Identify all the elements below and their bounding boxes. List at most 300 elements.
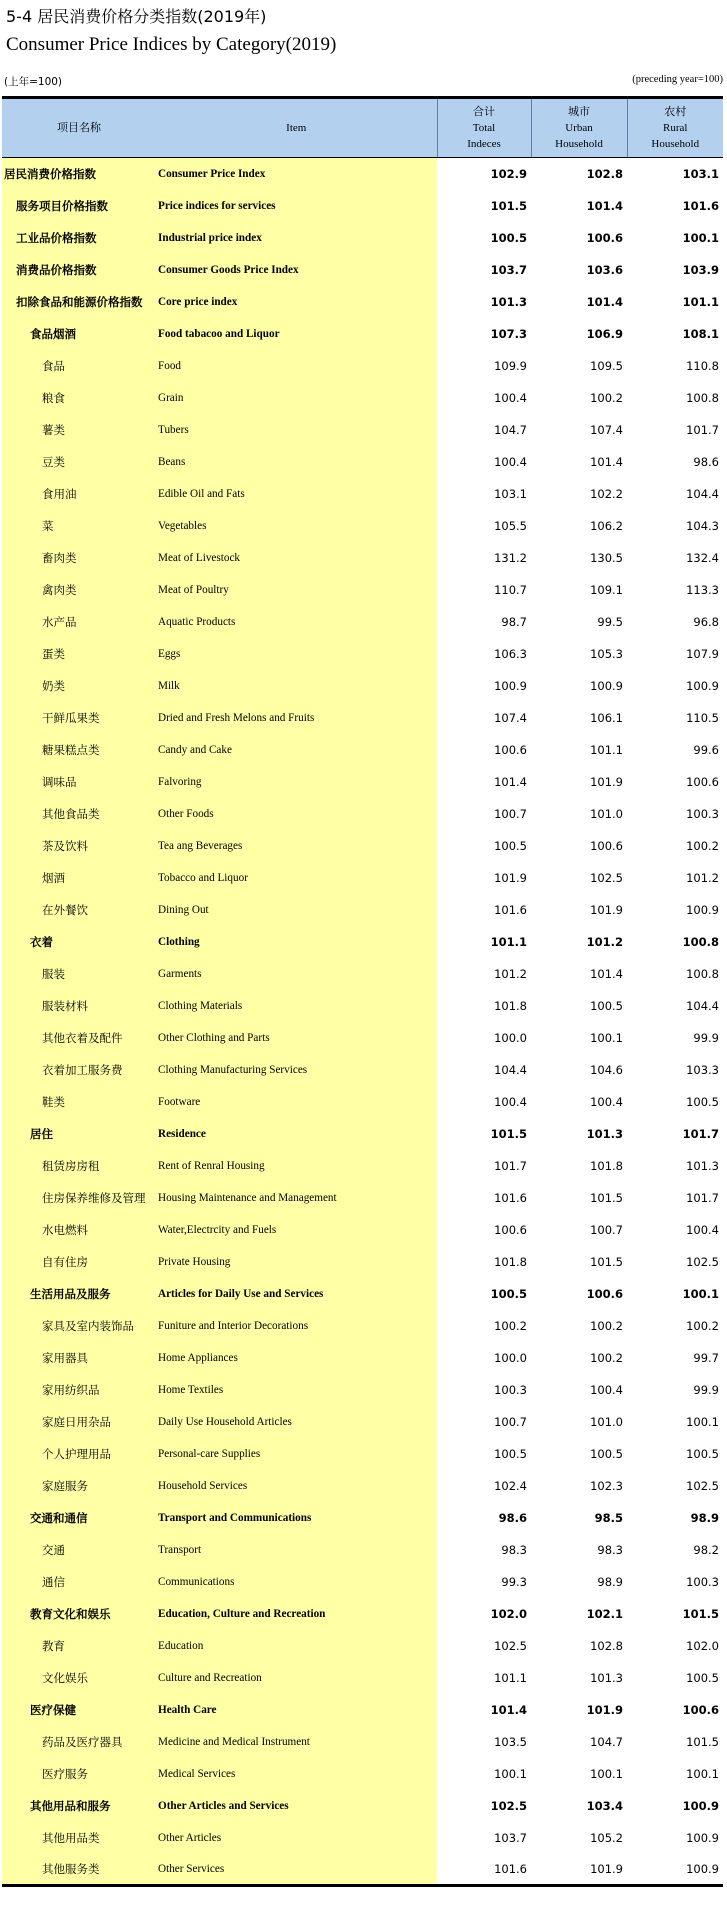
header-urban-en2: Household: [555, 138, 603, 150]
rural-index-cell: 100.8: [682, 934, 719, 949]
rural-index-cell: 110.8: [686, 358, 719, 373]
table-title-chinese: 5-4 居民消费价格分类指数(2019年): [6, 7, 267, 26]
table-row: [2, 158, 723, 190]
table-row: [2, 1598, 723, 1630]
total-index-cell: 100.2: [494, 1318, 527, 1333]
total-index-cell: 100.5: [490, 230, 527, 245]
item-name-cn: 家用纺织品: [2, 1374, 156, 1406]
item-name-cn: 衣着加工服务费: [2, 1054, 156, 1086]
table-title-english: Consumer Price Indices by Category(2019): [6, 34, 337, 55]
total-index-cell: 99.3: [501, 1574, 527, 1589]
urban-index-cell: 101.5: [590, 1254, 623, 1269]
header-item-cn: 项目名称: [2, 98, 156, 158]
item-name-cn: 鞋类: [2, 1086, 156, 1118]
rural-index-cell: 101.6: [682, 198, 719, 213]
item-name-en: Edible Oil and Fats: [156, 478, 437, 510]
table-row: [2, 510, 723, 542]
item-name-cn: 服装: [2, 958, 156, 990]
table-row: [2, 1310, 723, 1342]
item-name-en: Clothing Manufacturing Services: [156, 1054, 437, 1086]
urban-index-cell: 105.3: [590, 646, 623, 661]
rural-index-cell: 100.5: [686, 1670, 719, 1685]
total-index-cell: 101.1: [490, 934, 527, 949]
rural-index-cell: 100.6: [686, 774, 719, 789]
urban-index-cell: 102.8: [586, 166, 623, 181]
total-index-cell: 106.3: [494, 646, 527, 661]
table-row: [2, 702, 723, 734]
item-name-en: Articles for Daily Use and Services: [156, 1278, 437, 1310]
rural-index-cell: 102.5: [686, 1478, 719, 1493]
urban-index-cell: 106.9: [586, 326, 623, 341]
item-name-cn: 豆类: [2, 446, 156, 478]
item-name-en: Other Articles and Services: [156, 1790, 437, 1822]
urban-index-cell: 100.1: [590, 1766, 623, 1781]
table-row: [2, 990, 723, 1022]
header-urban: [531, 98, 627, 158]
item-name-cn: 文化娱乐: [2, 1662, 156, 1694]
item-name-cn: 调味品: [2, 766, 156, 798]
item-name-cn: 禽肉类: [2, 574, 156, 606]
rural-index-cell: 100.2: [686, 838, 719, 853]
urban-index-cell: 101.4: [590, 966, 623, 981]
table-row: [2, 1854, 723, 1886]
item-name-cn: 其他用品和服务: [2, 1790, 156, 1822]
total-index-cell: 100.4: [494, 454, 527, 469]
item-name-en: Food tabacoo and Liquor: [156, 318, 437, 350]
table-row: [2, 1214, 723, 1246]
item-name-cn: 交通和通信: [2, 1502, 156, 1534]
urban-index-cell: 100.6: [586, 230, 623, 245]
item-name-cn: 其他服务类: [2, 1854, 156, 1886]
item-name-en: Beans: [156, 446, 437, 478]
item-name-en: Meat of Livestock: [156, 542, 437, 574]
item-name-en: Candy and Cake: [156, 734, 437, 766]
rural-index-cell: 99.6: [693, 742, 719, 757]
item-name-cn: 服装材料: [2, 990, 156, 1022]
urban-index-cell: 101.4: [590, 454, 623, 469]
urban-index-cell: 101.8: [590, 1158, 623, 1173]
total-index-cell: 101.8: [494, 998, 527, 1013]
urban-index-cell: 101.4: [586, 294, 623, 309]
table-row: [2, 382, 723, 414]
urban-index-cell: 105.2: [590, 1830, 623, 1845]
urban-index-cell: 102.3: [590, 1478, 623, 1493]
table-row: [2, 478, 723, 510]
total-index-cell: 101.4: [490, 1702, 527, 1717]
table-row: [2, 1694, 723, 1726]
table-row: [2, 1022, 723, 1054]
item-name-en: Tea ang Beverages: [156, 830, 437, 862]
table-row: [2, 318, 723, 350]
total-index-cell: 101.8: [494, 1254, 527, 1269]
item-name-cn: 薯类: [2, 414, 156, 446]
urban-index-cell: 100.1: [590, 1030, 623, 1045]
item-name-cn: 居民消费价格指数: [2, 158, 156, 190]
item-name-en: Transport: [156, 1534, 437, 1566]
urban-index-cell: 101.9: [586, 1702, 623, 1717]
rural-index-cell: 101.7: [686, 422, 719, 437]
item-name-en: Health Care: [156, 1694, 437, 1726]
rural-index-cell: 101.3: [686, 1158, 719, 1173]
item-name-en: Dried and Fresh Melons and Fruits: [156, 702, 437, 734]
urban-index-cell: 100.2: [590, 1318, 623, 1333]
total-index-cell: 100.0: [494, 1030, 527, 1045]
table-row: [2, 1150, 723, 1182]
item-name-en: Home Textiles: [156, 1374, 437, 1406]
item-name-en: Clothing: [156, 926, 437, 958]
table-row: [2, 1790, 723, 1822]
rural-index-cell: 103.1: [682, 166, 719, 181]
item-name-en: Private Housing: [156, 1246, 437, 1278]
table-row: [2, 1758, 723, 1790]
item-name-en: Price indices for services: [156, 190, 437, 222]
table-row: [2, 1246, 723, 1278]
total-index-cell: 102.0: [490, 1606, 527, 1621]
header-rural-cn: 农村: [664, 105, 687, 118]
table-row: [2, 1534, 723, 1566]
table-row: [2, 286, 723, 318]
table-row: [2, 542, 723, 574]
urban-index-cell: 101.3: [590, 1670, 623, 1685]
urban-index-cell: 98.3: [597, 1542, 623, 1557]
total-index-cell: 100.3: [494, 1382, 527, 1397]
total-index-cell: 103.7: [490, 262, 527, 277]
table-row: [2, 670, 723, 702]
item-name-cn: 个人护理用品: [2, 1438, 156, 1470]
urban-index-cell: 99.5: [597, 614, 623, 629]
item-name-en: Tubers: [156, 414, 437, 446]
item-name-en: Education, Culture and Recreation: [156, 1598, 437, 1630]
item-name-cn: 居住: [2, 1118, 156, 1150]
total-index-cell: 101.6: [494, 1190, 527, 1205]
table-row: [2, 1630, 723, 1662]
total-index-cell: 100.5: [494, 838, 527, 853]
item-name-cn: 家具及室内装饰品: [2, 1310, 156, 1342]
item-name-en: Eggs: [156, 638, 437, 670]
rural-index-cell: 101.7: [682, 1126, 719, 1141]
rural-index-cell: 102.5: [686, 1254, 719, 1269]
rural-index-cell: 98.2: [693, 1542, 719, 1557]
item-name-en: Vegetables: [156, 510, 437, 542]
base-note-english: (preceding year=100): [632, 74, 723, 85]
item-name-cn: 家庭服务: [2, 1470, 156, 1502]
total-index-cell: 101.9: [494, 870, 527, 885]
item-name-cn: 奶类: [2, 670, 156, 702]
item-name-en: Household Services: [156, 1470, 437, 1502]
rural-index-cell: 96.8: [693, 614, 719, 629]
table-row: [2, 1662, 723, 1694]
rural-index-cell: 132.4: [686, 550, 719, 565]
table-row: [2, 1406, 723, 1438]
table-row: [2, 798, 723, 830]
header-rural-en1: Rural: [663, 122, 688, 134]
item-name-en: Water,Electrcity and Fuels: [156, 1214, 437, 1246]
item-name-en: Rent of Renral Housing: [156, 1150, 437, 1182]
total-index-cell: 102.5: [490, 1798, 527, 1813]
item-name-en: Other Foods: [156, 798, 437, 830]
item-name-cn: 其他食品类: [2, 798, 156, 830]
item-name-en: Milk: [156, 670, 437, 702]
urban-index-cell: 101.9: [531, 1854, 627, 1886]
rural-index-cell: 98.6: [693, 454, 719, 469]
table-row: [2, 1438, 723, 1470]
item-name-cn: 租赁房房租: [2, 1150, 156, 1182]
total-index-cell: 110.7: [494, 582, 527, 597]
table-row: [2, 862, 723, 894]
item-name-cn: 医疗服务: [2, 1758, 156, 1790]
item-name-cn: 自有住房: [2, 1246, 156, 1278]
item-name-en: Grain: [156, 382, 437, 414]
table-row: [2, 926, 723, 958]
urban-index-cell: 100.7: [590, 1222, 623, 1237]
item-name-cn: 糖果糕点类: [2, 734, 156, 766]
item-name-cn: 食品: [2, 350, 156, 382]
urban-index-cell: 102.8: [590, 1638, 623, 1653]
item-name-cn: 衣着: [2, 926, 156, 958]
total-index-cell: 107.3: [490, 326, 527, 341]
rural-index-cell: 99.9: [693, 1030, 719, 1045]
item-name-en: Consumer Goods Price Index: [156, 254, 437, 286]
item-name-cn: 畜肉类: [2, 542, 156, 574]
item-name-cn: 其他用品类: [2, 1822, 156, 1854]
rural-index-cell: 98.9: [690, 1510, 719, 1525]
rural-index-cell: 108.1: [682, 326, 719, 341]
urban-index-cell: 102.5: [590, 870, 623, 885]
header-total-en2: Indeces: [467, 138, 501, 150]
rural-index-cell: 113.3: [686, 582, 719, 597]
total-index-cell: 100.4: [494, 1094, 527, 1109]
total-index-cell: 101.2: [494, 966, 527, 981]
total-index-cell: 101.3: [490, 294, 527, 309]
table-row: [2, 734, 723, 766]
item-name-cn: 菜: [2, 510, 156, 542]
item-name-en: Garments: [156, 958, 437, 990]
urban-index-cell: 102.1: [586, 1606, 623, 1621]
table-row: [2, 190, 723, 222]
urban-index-cell: 100.2: [590, 1350, 623, 1365]
rural-index-cell: 100.3: [686, 806, 719, 821]
urban-index-cell: 109.5: [590, 358, 623, 373]
item-name-en: Communications: [156, 1566, 437, 1598]
total-index-cell: 100.6: [494, 742, 527, 757]
item-name-en: Funiture and Interior Decorations: [156, 1310, 437, 1342]
item-name-cn: 蛋类: [2, 638, 156, 670]
item-name-en: Consumer Price Index: [156, 158, 437, 190]
urban-index-cell: 100.4: [590, 1382, 623, 1397]
header-total-en1: Total: [472, 122, 496, 134]
item-name-en: Personal-care Supplies: [156, 1438, 437, 1470]
rural-index-cell: 101.5: [682, 1606, 719, 1621]
header-urban-en1: Urban: [565, 122, 593, 134]
total-index-cell: 98.3: [501, 1542, 527, 1557]
table-row: [2, 1374, 723, 1406]
table-row: [2, 1086, 723, 1118]
item-name-cn: 家用器具: [2, 1342, 156, 1374]
table-row: [2, 254, 723, 286]
rural-index-cell: 100.8: [686, 966, 719, 981]
item-name-en: Medicine and Medical Instrument: [156, 1726, 437, 1758]
item-name-cn: 家庭日用杂品: [2, 1406, 156, 1438]
urban-index-cell: 106.2: [590, 518, 623, 533]
item-name-en: Culture and Recreation: [156, 1662, 437, 1694]
item-name-en: Food: [156, 350, 437, 382]
rural-index-cell: 103.3: [686, 1062, 719, 1077]
urban-index-cell: 101.1: [590, 742, 623, 757]
item-name-en: Meat of Poultry: [156, 574, 437, 606]
urban-index-cell: 100.2: [590, 390, 623, 405]
table-row: [2, 1278, 723, 1310]
rural-index-cell: 103.9: [682, 262, 719, 277]
total-index-cell: 100.7: [494, 806, 527, 821]
rural-index-cell: 100.4: [686, 1222, 719, 1237]
item-name-en: Home Appliances: [156, 1342, 437, 1374]
table-row: [2, 1054, 723, 1086]
total-index-cell: 102.5: [494, 1638, 527, 1653]
total-index-cell: 131.2: [494, 550, 527, 565]
item-name-cn: 服务项目价格指数: [2, 190, 156, 222]
total-index-cell: 103.5: [494, 1734, 527, 1749]
item-name-cn: 水产品: [2, 606, 156, 638]
header-urban-cn: 城市: [568, 105, 590, 118]
table-row: [2, 446, 723, 478]
rural-index-cell: 100.5: [686, 1446, 719, 1461]
total-index-cell: 100.7: [494, 1414, 527, 1429]
item-name-cn: 其他衣着及配件: [2, 1022, 156, 1054]
total-index-cell: 103.7: [494, 1830, 527, 1845]
table-row: [2, 1822, 723, 1854]
total-index-cell: 98.7: [501, 614, 527, 629]
item-name-cn: 教育: [2, 1630, 156, 1662]
rural-index-cell: 100.5: [686, 1094, 719, 1109]
urban-index-cell: 101.2: [586, 934, 623, 949]
total-index-cell: 101.5: [490, 1126, 527, 1141]
total-index-cell: 101.1: [494, 1670, 527, 1685]
cpi-table: [2, 96, 723, 1887]
header-rural-en2: Household: [651, 138, 700, 150]
item-name-en: Other Services: [156, 1854, 437, 1886]
urban-index-cell: 103.6: [586, 262, 623, 277]
base-note-chinese: (上年=100): [4, 76, 63, 88]
table-row: [2, 958, 723, 990]
total-index-cell: 105.5: [494, 518, 527, 533]
total-index-cell: 101.5: [490, 198, 527, 213]
total-index-cell: 100.5: [490, 1286, 527, 1301]
urban-index-cell: 100.4: [590, 1094, 623, 1109]
urban-index-cell: 104.6: [590, 1062, 623, 1077]
urban-index-cell: 103.4: [586, 1798, 623, 1813]
item-name-en: Falvoring: [156, 766, 437, 798]
urban-index-cell: 130.5: [590, 550, 623, 565]
item-name-en: Core price index: [156, 286, 437, 318]
rural-index-cell: 104.4: [686, 486, 719, 501]
total-index-cell: 98.6: [498, 1510, 527, 1525]
item-name-cn: 工业品价格指数: [2, 222, 156, 254]
rural-index-cell: 104.4: [686, 998, 719, 1013]
header-rural: [627, 98, 723, 158]
table-row: [2, 1502, 723, 1534]
total-index-cell: 100.4: [494, 390, 527, 405]
table-row: [2, 1118, 723, 1150]
item-name-en: Education: [156, 1630, 437, 1662]
urban-index-cell: 100.6: [590, 838, 623, 853]
table-header-row: [2, 98, 723, 158]
total-index-cell: 100.1: [494, 1766, 527, 1781]
header-total: [437, 98, 531, 158]
urban-index-cell: 101.4: [586, 198, 623, 213]
item-name-cn: 扣除食品和能源价格指数: [2, 286, 156, 318]
item-name-cn: 茶及饮料: [2, 830, 156, 862]
table-row: [2, 638, 723, 670]
rural-index-cell: 99.9: [693, 1382, 719, 1397]
urban-index-cell: 106.1: [590, 710, 623, 725]
urban-index-cell: 100.9: [590, 678, 623, 693]
item-name-cn: 医疗保健: [2, 1694, 156, 1726]
total-index-cell: 100.9: [494, 678, 527, 693]
urban-index-cell: 98.5: [594, 1510, 623, 1525]
rural-index-cell: 100.9: [686, 902, 719, 917]
total-index-cell: 101.4: [494, 774, 527, 789]
rural-index-cell: 99.7: [693, 1350, 719, 1365]
item-name-en: Aquatic Products: [156, 606, 437, 638]
item-name-en: Residence: [156, 1118, 437, 1150]
rural-index-cell: 101.2: [686, 870, 719, 885]
table-row: [2, 1726, 723, 1758]
rural-index-cell: 100.9: [686, 678, 719, 693]
table-row: [2, 1342, 723, 1374]
rural-index-cell: 104.3: [686, 518, 719, 533]
item-name-cn: 在外餐饮: [2, 894, 156, 926]
urban-index-cell: 109.1: [590, 582, 623, 597]
rural-index-cell: 101.5: [686, 1734, 719, 1749]
total-index-cell: 100.0: [494, 1350, 527, 1365]
item-name-cn: 住房保养维修及管理: [2, 1182, 156, 1214]
total-index-cell: 102.9: [490, 166, 527, 181]
rural-index-cell: 100.6: [682, 1702, 719, 1717]
item-name-cn: 干鲜瓜果类: [2, 702, 156, 734]
table-row: [2, 350, 723, 382]
rural-index-cell: 100.1: [682, 230, 719, 245]
item-name-cn: 交通: [2, 1534, 156, 1566]
item-name-en: Dining Out: [156, 894, 437, 926]
table-row: [2, 1566, 723, 1598]
table-row: [2, 894, 723, 926]
rural-index-cell: 100.2: [686, 1318, 719, 1333]
item-name-cn: 生活用品及服务: [2, 1278, 156, 1310]
table-row: [2, 574, 723, 606]
urban-index-cell: 98.9: [597, 1574, 623, 1589]
urban-index-cell: 102.2: [590, 486, 623, 501]
table-row: [2, 606, 723, 638]
item-name-cn: 烟酒: [2, 862, 156, 894]
urban-index-cell: 101.5: [590, 1190, 623, 1205]
rural-index-cell: 100.1: [682, 1286, 719, 1301]
total-index-cell: 107.4: [494, 710, 527, 725]
urban-index-cell: 100.5: [590, 1446, 623, 1461]
urban-index-cell: 101.3: [586, 1126, 623, 1141]
total-index-cell: 101.6: [437, 1854, 531, 1886]
item-name-en: Tobacco and Liquor: [156, 862, 437, 894]
table-row: [2, 222, 723, 254]
table-row: [2, 766, 723, 798]
item-name-en: Transport and Communications: [156, 1502, 437, 1534]
urban-index-cell: 107.4: [590, 422, 623, 437]
item-name-cn: 消费品价格指数: [2, 254, 156, 286]
total-index-cell: 101.6: [494, 902, 527, 917]
rural-index-cell: 110.5: [686, 710, 719, 725]
item-name-en: Daily Use Household Articles: [156, 1406, 437, 1438]
table-row: [2, 414, 723, 446]
total-index-cell: 100.6: [494, 1222, 527, 1237]
